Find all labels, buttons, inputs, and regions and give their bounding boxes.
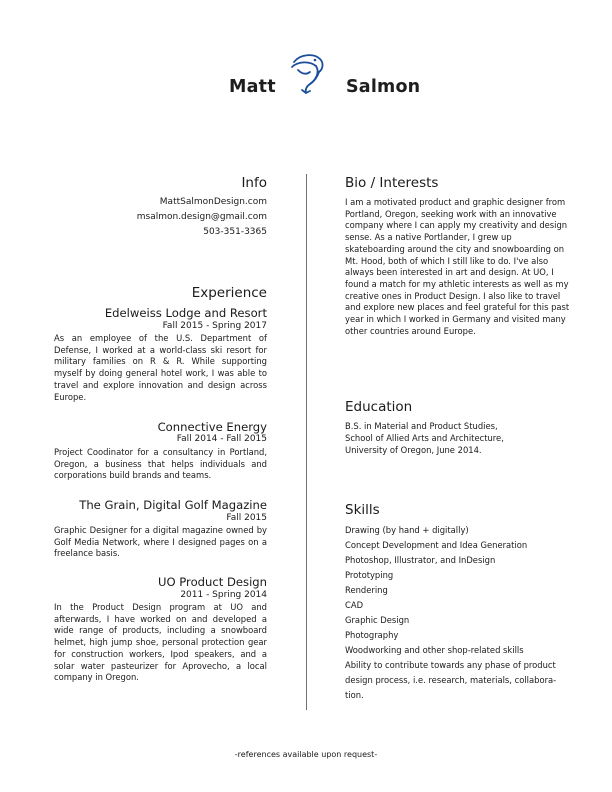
job-title: UO Product Design xyxy=(157,575,267,589)
skill-item: design process, i.e. research, materials, collabora- xyxy=(345,675,557,685)
bio-text: I am a motivated product and graphic designer from Portland, Oregon, seeking work with an innovative company where I can apply my creativity and design sense. As a native Portlander, I grew up skateboarding around the city and snowboarding on Mt. Hood, both of which I still like to do. I've also always been interested in art and design. At UO, I found a match for my athletic interests as well as my creative ones in Product Design. I also like to travel and explore new places and feel grateful for this past year in which I worked in Germany and visited many other countries around Europe. xyxy=(345,197,570,336)
skills-heading: Skills xyxy=(345,502,380,518)
skill-item: Rendering xyxy=(345,585,388,595)
job-title: The Grain, Digital Golf Magazine xyxy=(79,498,267,512)
references-note: -references available upon request- xyxy=(234,750,378,759)
website-link[interactable]: MattSalmonDesign.com xyxy=(159,197,267,207)
phone-number: 503-351-3365 xyxy=(203,227,267,237)
salmon-logo-icon xyxy=(286,50,330,96)
job-dates: Fall 2015 - Spring 2017 xyxy=(162,321,267,331)
first-name: Matt xyxy=(229,77,276,97)
education-heading: Education xyxy=(345,399,413,415)
skill-item: Concept Development and Idea Generation xyxy=(345,540,528,550)
job-title: Edelweiss Lodge and Resort xyxy=(104,306,267,320)
job-dates: Fall 2015 xyxy=(226,513,267,523)
job-dates: Fall 2014 - Fall 2015 xyxy=(176,434,267,444)
skill-item: Photoshop, Illustrator, and InDesign xyxy=(345,555,496,565)
last-name: Salmon xyxy=(346,77,421,97)
experience-heading: Experience xyxy=(191,285,267,301)
education-line: School of Allied Arts and Architecture, xyxy=(345,433,504,443)
skill-item: Graphic Design xyxy=(345,615,410,625)
job-description: Project Coodinator for a consultancy in Portland, Oregon, a business that helps individuals and corporations build brands and teams. xyxy=(54,447,267,481)
education-line: B.S. in Material and Product Studies, xyxy=(345,421,498,431)
job-title: Connective Energy xyxy=(157,420,267,434)
skill-item: Prototyping xyxy=(345,570,394,580)
info-heading: Info xyxy=(241,175,267,191)
bio-heading: Bio / Interests xyxy=(345,175,439,191)
skill-item: tion. xyxy=(345,690,364,700)
skill-item: Drawing (by hand + digitally) xyxy=(345,525,469,535)
skill-item: CAD xyxy=(345,600,364,610)
education-line: University of Oregon, June 2014. xyxy=(345,445,482,455)
job-description: As an employee of the U.S. Department of Defense, I worked at a world-class ski resort for military families on R & R. While supporting myself by doing general hotel work, I was able to travel and explore innovation and design across Europe. xyxy=(54,333,267,402)
skill-item: Photography xyxy=(345,630,399,640)
skill-item: Woodworking and other shop-related skills xyxy=(345,645,524,655)
job-description: Graphic Designer for a digital magazine owned by Golf Media Network, where I designed pages on a freelance basis. xyxy=(54,525,267,559)
job-description: In the Product Design program at UO and afterwards, I have worked on and developed a wide range of products, including a snowboard helmet, high jump shoe, personal protection gear for construction workers, Ipod speakers, and a solar water pasteurizer for Aprovecho, a local company in Oregon. xyxy=(54,602,267,683)
job-dates: 2011 - Spring 2014 xyxy=(180,590,267,600)
column-divider xyxy=(306,174,307,710)
email-link[interactable]: msalmon.design@gmail.com xyxy=(136,212,267,222)
skill-item: Ability to contribute towards any phase of product xyxy=(345,660,556,670)
